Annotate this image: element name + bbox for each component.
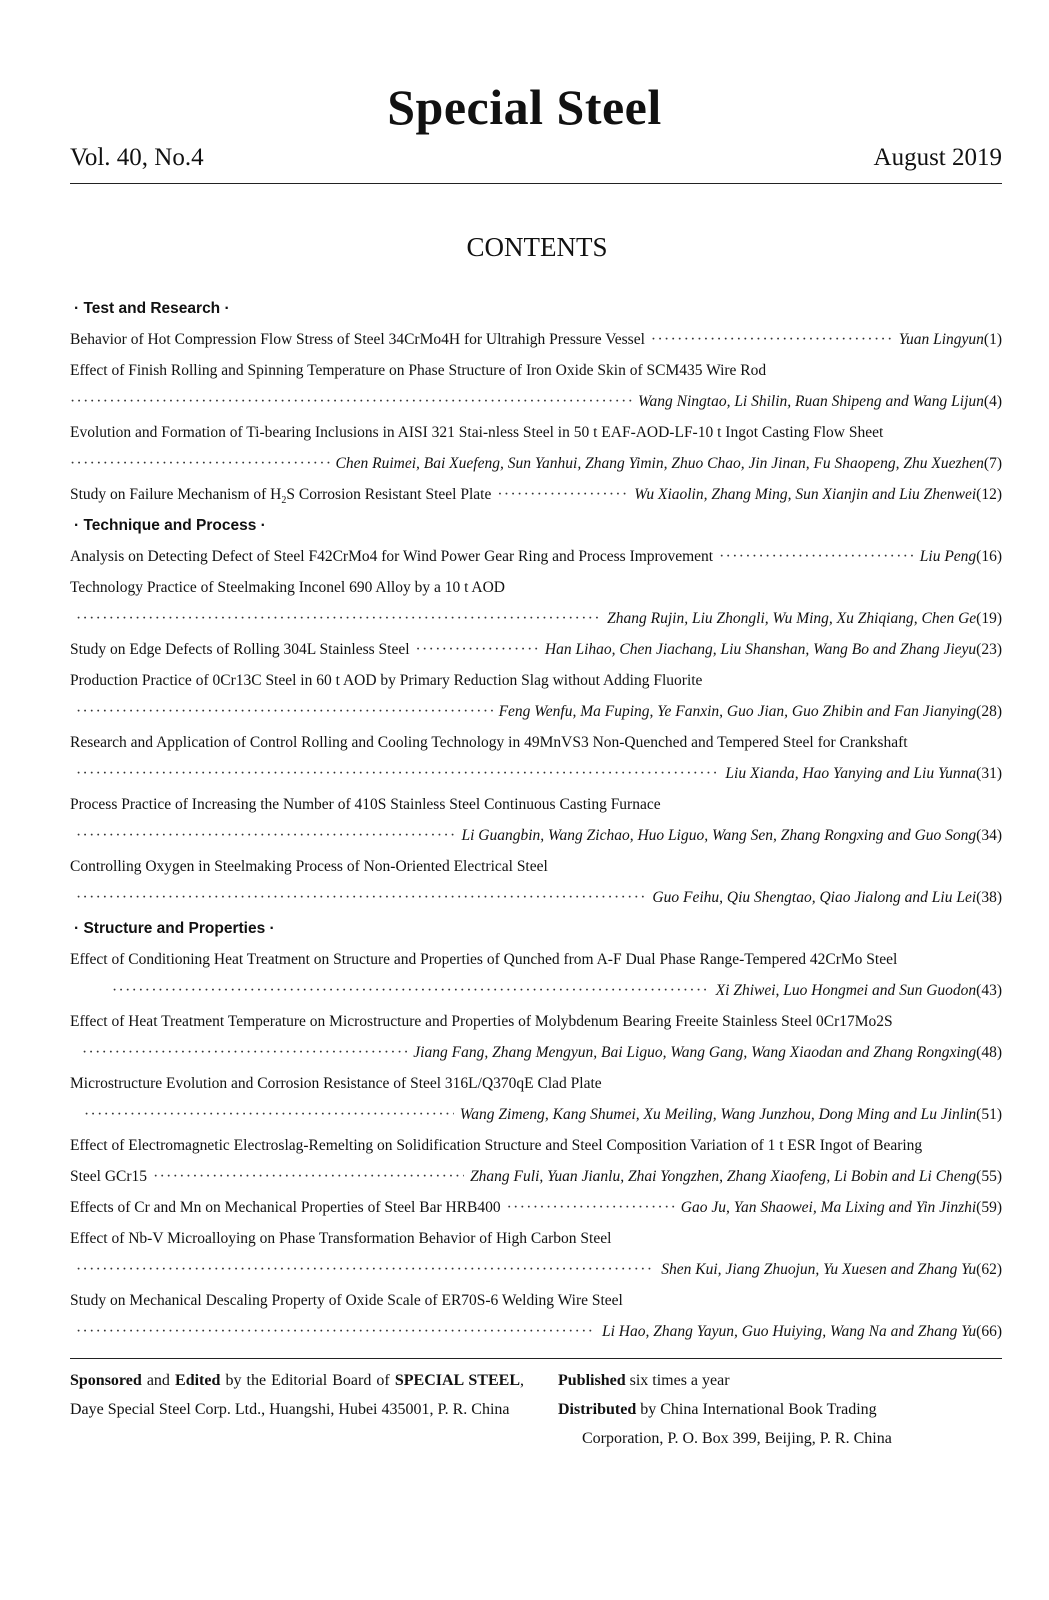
- article-title[interactable]: Effect of Conditioning Heat Treatment on Structure and Properties of Qunched from A-F Dual Phase Range-Tempered 42CrMo Steel: [70, 951, 898, 968]
- article-title[interactable]: Effect of Nb-V Microalloying on Phase Transformation Behavior of High Carbon Steel: [70, 1230, 612, 1247]
- page-number: (34): [976, 827, 1002, 844]
- footer-rule: [70, 1358, 1002, 1359]
- header-rule: [70, 183, 1002, 184]
- toc-entry[interactable]: [70, 634, 1002, 665]
- article-title[interactable]: Microstructure Evolution and Corrosion Resistance of Steel 316L/Q370qE Clad Plate: [70, 1075, 602, 1092]
- page-number: (38): [976, 889, 1002, 906]
- article-authors: Wang Ningtao, Li Shilin, Ruan Shipeng and Wang Lijun(4): [638, 393, 1002, 410]
- issue-date: August 2019: [873, 144, 1002, 171]
- toc-entry[interactable]: [70, 1316, 1002, 1347]
- article-title: Study on Edge Defects of Rolling 304L Stainless Steel: [70, 641, 410, 658]
- article-title: Effects of Cr and Mn on Mechanical Properties of Steel Bar HRB400: [70, 1199, 501, 1216]
- article-title[interactable]: Study on Mechanical Descaling Property of Oxide Scale of ER70S-6 Welding Wire Steel: [70, 1292, 623, 1309]
- article-authors: Li Hao, Zhang Yayun, Guo Huiying, Wang Na and Zhang Yu(66): [601, 1323, 1002, 1340]
- dot-leader: [76, 820, 455, 851]
- article-title[interactable]: Technology Practice of Steelmaking Inconel 690 Alloy by a 10 t AOD: [70, 579, 505, 596]
- contents-heading: CONTENTS: [466, 232, 608, 262]
- footer-address-line: Corporation, P. O. Box 399, Beijing, P. R. China: [582, 1430, 892, 1447]
- dot-leader: [112, 975, 710, 1006]
- page-number: (43): [976, 982, 1002, 999]
- article-title: Analysis on Detecting Defect of Steel F42CrMo4 for Wind Power Gear Ring and Process Improvement: [70, 548, 714, 565]
- page-number: (19): [976, 610, 1002, 627]
- toc-entry[interactable]: [70, 820, 1002, 851]
- article-authors: Chen Ruimei, Bai Xuefeng, Sun Yanhui, Zhang Yimin, Zhuo Chao, Jin Jinan, Fu Shaopeng, Zhu Xuezhen(7): [335, 455, 1002, 472]
- table-of-contents: [70, 293, 1002, 1347]
- dot-leader: [153, 1161, 464, 1192]
- article-title[interactable]: Process Practice of Increasing the Number of 410S Stainless Steel Continuous Casting Furnace: [70, 796, 661, 813]
- article-authors: Zhang Rujin, Liu Zhongli, Wu Ming, Xu Zhiqiang, Chen Ge(19): [607, 610, 1002, 627]
- toc-entry[interactable]: [70, 758, 1002, 789]
- toc-entry[interactable]: [70, 1099, 1002, 1130]
- article-authors: Wu Xiaolin, Zhang Ming, Sun Xianjin and Liu Zhenwei(12): [634, 486, 1002, 503]
- article-authors: Guo Feihu, Qiu Shengtao, Qiao Jialong and Liu Lei(38): [652, 889, 1002, 906]
- article-authors: Li Guangbin, Wang Zichao, Huo Liguo, Wang Sen, Zhang Rongxing and Guo Song(34): [461, 827, 1002, 844]
- article-authors: Xi Zhiwei, Luo Hongmei and Sun Guodon(43): [715, 982, 1002, 999]
- article-authors: Gao Ju, Yan Shaowei, Ma Lixing and Yin Jinzhi(59): [680, 1199, 1002, 1216]
- article-authors: Yuan Lingyun(1): [898, 331, 1002, 348]
- page-number: (28): [976, 703, 1002, 720]
- article-title[interactable]: Evolution and Formation of Ti-bearing Inclusions in AISI 321 Stai-nless Steel in 50 t EAF-AOD-LF-10 t Ingot Casting Flow Sheet: [70, 424, 884, 441]
- article-title: Behavior of Hot Compression Flow Stress of Steel 34CrMo4H for Ultrahigh Pressure Vessel: [70, 331, 645, 348]
- toc-entry[interactable]: [70, 603, 1002, 634]
- journal-title: Special Steel: [387, 79, 662, 135]
- dot-leader: [416, 634, 539, 665]
- toc-entry[interactable]: [70, 541, 1002, 572]
- article-authors: Zhang Fuli, Yuan Jianlu, Zhai Yongzhen, Zhang Xiaofeng, Li Bobin and Li Cheng(55): [470, 1168, 1002, 1185]
- article-authors: Liu Peng(16): [919, 548, 1002, 565]
- page-number: (31): [976, 765, 1002, 782]
- toc-entry[interactable]: [70, 975, 1002, 1006]
- section-heading: · Technique and Process ·: [74, 517, 266, 534]
- dot-leader: [76, 758, 719, 789]
- footer-sponsored-label: Sponsored: [70, 1372, 142, 1389]
- page-number: (4): [983, 393, 1002, 410]
- article-authors: Han Lihao, Chen Jiachang, Liu Shanshan, Wang Bo and Zhang Jieyu(23): [544, 641, 1002, 658]
- footer-published-line: Published six times a year: [558, 1372, 730, 1389]
- article-title-continued: Steel GCr15: [70, 1168, 148, 1185]
- toc-entry[interactable]: [70, 696, 1002, 727]
- article-title: Study on Failure Mechanism of $H_2S$ Corrosion Resistant Steel Plate: [70, 486, 492, 507]
- article-authors: Wang Zimeng, Kang Shumei, Xu Meiling, Wang Junzhou, Dong Ming and Lu Jinlin(51): [459, 1106, 1002, 1123]
- dot-leader: [76, 696, 493, 727]
- volume-issue: Vol. 40, No.4: [70, 144, 204, 171]
- page-number: (59): [976, 1199, 1002, 1216]
- toc-entry[interactable]: [70, 479, 1002, 510]
- dot-leader: [507, 1192, 675, 1223]
- dot-leader: [70, 386, 632, 417]
- page-number: (23): [976, 641, 1002, 658]
- page-number: (1): [983, 331, 1002, 348]
- article-authors: Shen Kui, Jiang Zhuojun, Yu Xuesen and Zhang Yu(62): [661, 1261, 1002, 1278]
- article-title[interactable]: Production Practice of 0Cr13C Steel in 60 t AOD by Primary Reduction Slag without Adding Fluorite: [70, 672, 703, 689]
- dot-leader: [719, 541, 914, 572]
- article-title[interactable]: Effect of Finish Rolling and Spinning Temperature on Phase Structure of Iron Oxide Skin of SCM435 Wire Rod: [70, 362, 767, 379]
- toc-entry[interactable]: [70, 386, 1002, 417]
- dot-leader: [82, 1037, 407, 1068]
- page-number: (48): [976, 1044, 1002, 1061]
- page-number: (7): [983, 455, 1002, 472]
- page-number: (51): [976, 1106, 1002, 1123]
- article-title[interactable]: Effect of Heat Treatment Temperature on Microstructure and Properties of Molybdenum Bearing Freeite Stainless Steel 0Cr17Mo2S: [70, 1013, 893, 1030]
- toc-entry[interactable]: [70, 1192, 1002, 1223]
- dot-leader: [76, 1254, 655, 1285]
- page-number: (16): [976, 548, 1002, 565]
- toc-entry[interactable]: [70, 448, 1002, 479]
- dot-leader: [76, 1316, 596, 1347]
- page-number: (55): [976, 1168, 1002, 1185]
- section-heading: · Test and Research ·: [74, 300, 230, 317]
- footer-sponsor-info: Sponsored and Edited by the Editorial Board of SPECIAL STEEL, Daye Special Steel Corp. Ltd., Huangshi, Hubei 435001, P. R. China: [70, 1372, 524, 1418]
- dot-leader: [76, 882, 646, 913]
- dot-leader: [70, 448, 330, 479]
- article-authors: Jiang Fang, Zhang Mengyun, Bai Liguo, Wang Gang, Wang Xiaodan and Zhang Rongxing(48): [413, 1044, 1002, 1061]
- toc-entry[interactable]: [70, 882, 1002, 913]
- article-title[interactable]: Effect of Electromagnetic Electroslag-Remelting on Solidification Structure and Steel Composition Variation of 1 t ESR Ingot of Bearing: [70, 1137, 923, 1154]
- section-heading: · Structure and Properties ·: [74, 920, 275, 937]
- article-authors: Liu Xianda, Hao Yanying and Liu Yunna(31): [725, 765, 1002, 782]
- dot-leader: [651, 324, 893, 355]
- article-authors: Feng Wenfu, Ma Fuping, Ye Fanxin, Guo Jian, Guo Zhibin and Fan Jianying(28): [498, 703, 1002, 720]
- dot-leader: [76, 603, 601, 634]
- page-number: (66): [976, 1323, 1002, 1340]
- article-title[interactable]: Research and Application of Control Rolling and Cooling Technology in 49MnVS3 Non-Quenched and Tempered Steel for Crankshaft: [70, 734, 908, 751]
- toc-entry[interactable]: [70, 1254, 1002, 1285]
- dot-leader: [84, 1099, 454, 1130]
- toc-entry[interactable]: [70, 1161, 1002, 1192]
- footer-journal-name: SPECIAL STEEL: [394, 1372, 520, 1389]
- page-number: (62): [976, 1261, 1002, 1278]
- article-title[interactable]: Controlling Oxygen in Steelmaking Process of Non-Oriented Electrical Steel: [70, 858, 548, 875]
- footer-distributed-line: Distributed by China International Book Trading: [558, 1401, 877, 1418]
- toc-entry[interactable]: [70, 324, 1002, 355]
- footer-edited-label: Edited: [175, 1372, 221, 1389]
- page-number: (12): [976, 486, 1002, 503]
- dot-leader: [497, 479, 628, 510]
- toc-entry[interactable]: [70, 1037, 1002, 1068]
- footer-publication-info: [558, 1366, 1002, 1453]
